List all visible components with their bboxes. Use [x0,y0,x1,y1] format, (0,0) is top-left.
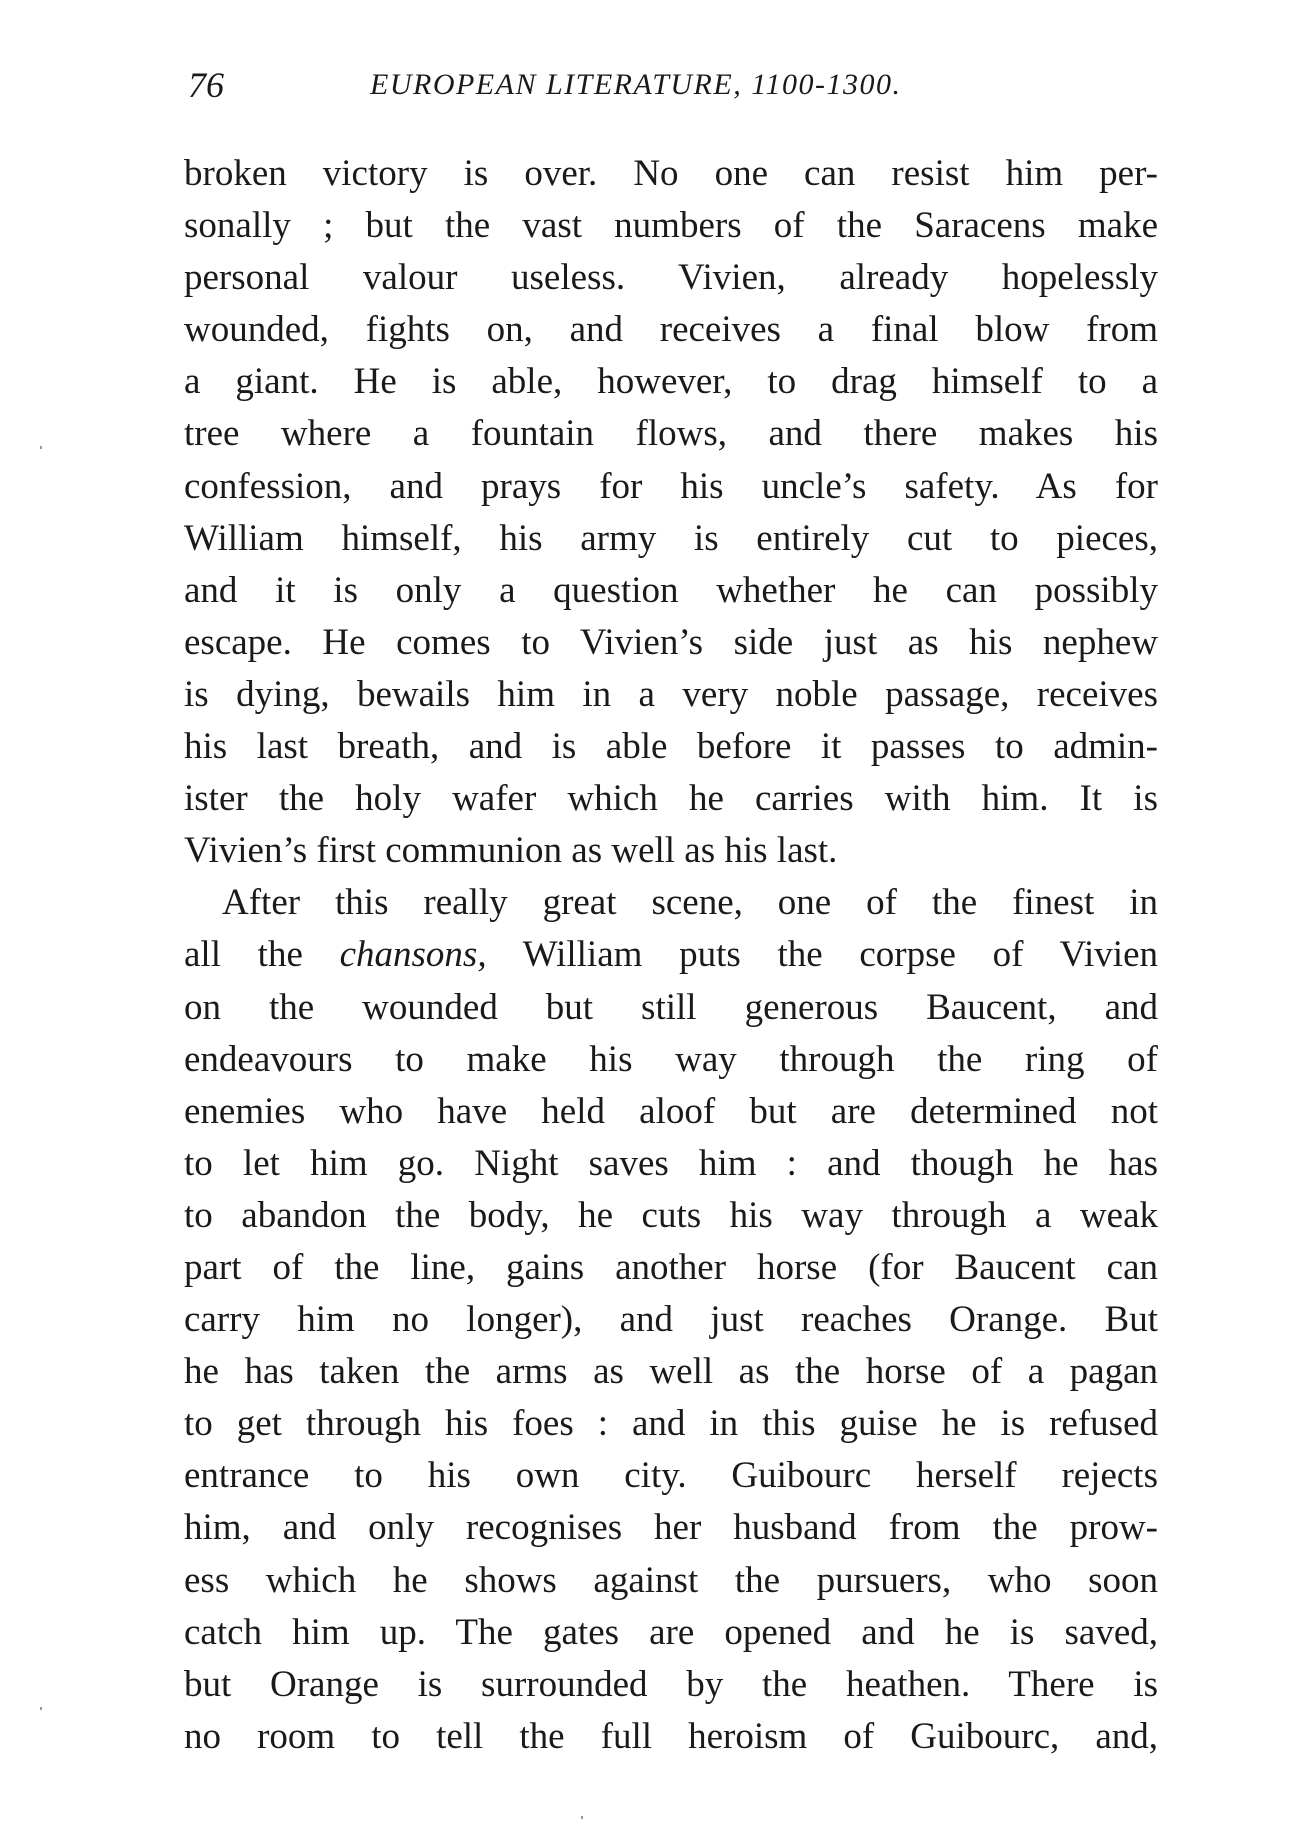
text-line: wounded, fights on, and receives a final blow from [184,309,1158,351]
body-text [184,148,1158,1763]
text-line-with-italic [184,929,1158,981]
text-line: sonally ; but the vast numbers of the Saracens make [184,205,1158,247]
text-line: but Orange is surrounded by the heathen. There is [184,1663,1158,1705]
text-line: endeavours to make his way through the ring of [184,1038,1158,1080]
text-line: confession, and prays for his uncle’s safety. As for [184,465,1158,507]
text-line: Vivien’s first communion as well as his last. [184,830,838,872]
text-line: catch him up. The gates are opened and he is saved, [184,1611,1158,1653]
scan-speck [40,1707,42,1710]
scan-speck [581,1816,583,1819]
text-line: he has taken the arms as well as the horse of a pagan [184,1351,1158,1393]
page-header [188,60,1156,110]
text-line: enemies who have held aloof but are determined not [184,1090,1158,1132]
text-line: entrance to his own city. Guibourc herself rejects [184,1455,1158,1497]
text-line: to abandon the body, he cuts his way through a weak [184,1194,1158,1236]
text-line: is dying, bewails him in a very noble passage, receives [184,673,1158,715]
text-run: William puts the corpse of Vivien [486,934,1158,976]
text-line: on the wounded but still generous Baucent, and [184,986,1158,1028]
text-line: him, and only recognises her husband from the prow- [184,1507,1158,1549]
text-line: no room to tell the full heroism of Guibourc, and, [184,1715,1158,1757]
text-line: a giant. He is able, however, to drag himself to a [184,361,1158,403]
paragraph-1 [184,148,1158,877]
text-line: to get through his foes : and in this guise he is refused [184,1403,1158,1445]
text-line: escape. He comes to Vivien’s side just as his nephew [184,621,1158,663]
paragraph-2 [184,877,1158,1763]
text-line: tree where a fountain flows, and there makes his [184,413,1158,455]
text-line: ister the holy wafer which he carries with him. It is [184,778,1158,820]
text-line: to let him go. Night saves him : and though he has [184,1142,1158,1184]
text-line: carry him no longer), and just reaches Orange. But [184,1299,1158,1341]
running-title: EUROPEAN LITERATURE, 1100-1300. [370,68,902,101]
text-line: William himself, his army is entirely cut to pieces, [184,517,1158,559]
italic-term: chansons, [339,934,487,976]
page-number: 76 [188,65,224,105]
text-line: After this really great scene, one of the finest in [222,882,1158,924]
text-run: all the [184,934,340,976]
text-line: ess which he shows against the pursuers, who soon [184,1559,1158,1601]
text-line: personal valour useless. Vivien, already hopelessly [184,257,1158,299]
text-line: and it is only a question whether he can possibly [184,569,1158,611]
scan-speck [40,446,42,449]
text-line: part of the line, gains another horse (for Baucent can [184,1246,1158,1288]
text-line: broken victory is over. No one can resist him per- [184,153,1158,194]
text-line: his last breath, and is able before it passes to admin- [184,726,1158,768]
